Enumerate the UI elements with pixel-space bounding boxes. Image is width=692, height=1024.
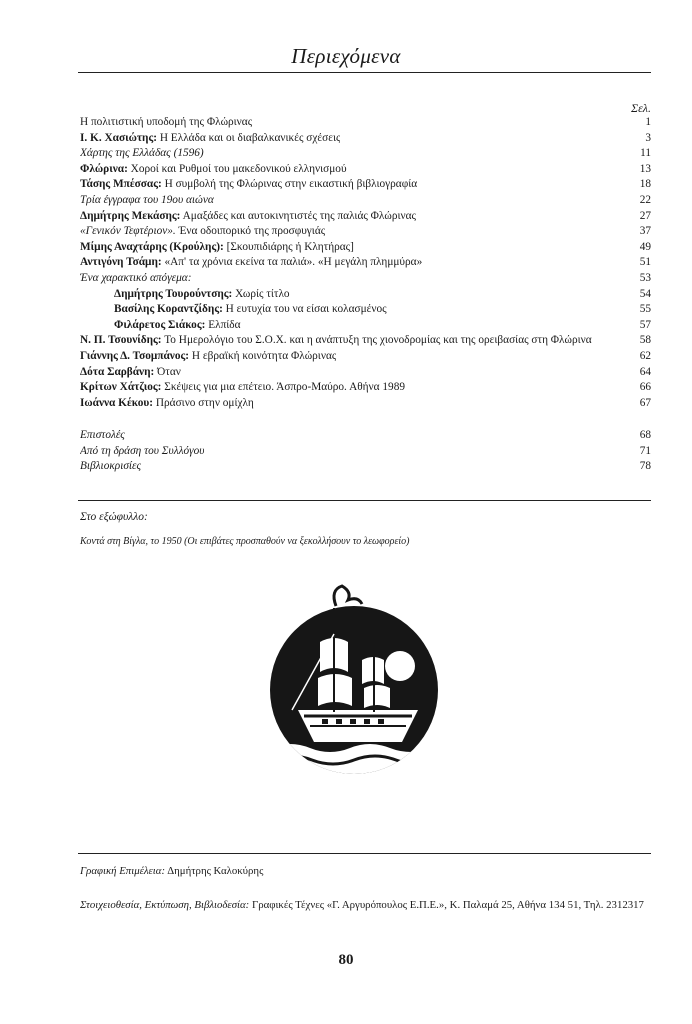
toc-entry-text — [80, 396, 254, 412]
toc-entry-text — [80, 240, 354, 256]
cover-label: Στο εξώφυλλο: — [80, 511, 148, 523]
toc-entry-text — [114, 318, 241, 334]
toc-entry-page: 11 — [640, 147, 651, 160]
toc-entry-author: Δημήτρης Μεκάσης: — [80, 209, 181, 222]
toc-entry — [80, 365, 651, 381]
page-column-label: Σελ. — [630, 101, 651, 115]
toc-entry-author: Βασίλης Κοραντζίδης: — [114, 303, 223, 316]
toc-entry-text — [80, 349, 336, 365]
toc-entry-page: 58 — [639, 334, 651, 347]
toc-entry — [80, 287, 651, 303]
toc-entry — [80, 209, 651, 225]
toc-entry — [80, 177, 651, 193]
page-title: Περιεχόμενα — [291, 44, 401, 68]
toc-entry-title: Όταν — [157, 365, 181, 378]
toc-entry-title: Ένα χαρακτικό απόγεμα: — [80, 271, 192, 284]
toc-entry-title: Η συμβολή της Φλώρινας στην εικαστική βιβλιογραφία — [164, 178, 418, 191]
toc-entry-page: 3 — [645, 131, 651, 144]
ship-emblem-logo — [270, 582, 438, 778]
design-value: Δημήτρης Καλοκύρης — [167, 865, 264, 877]
toc-entry-subtitle: Ένα οδοιπορικό της προσφυγιάς — [175, 225, 326, 238]
toc-section-page: 68 — [639, 429, 651, 442]
toc-entry — [80, 131, 651, 147]
toc-entry-page: 18 — [639, 178, 651, 191]
toc-entry-title: [Σκουπιδιάρης ή Κλητήρας] — [226, 240, 354, 253]
toc-entry-page: 37 — [639, 225, 651, 238]
toc-entry — [80, 318, 651, 334]
toc-entry-text — [80, 255, 422, 271]
toc-spacer — [80, 411, 651, 428]
toc-entry-author: Ν. Π. Τσουνίδης: — [80, 334, 162, 347]
toc-entry-author: Τάσης Μπέσσας: — [80, 178, 162, 191]
toc-entry-page: 66 — [639, 381, 651, 394]
toc-entry — [80, 162, 651, 178]
toc-section-title: Επιστολές — [80, 429, 125, 442]
toc-entry — [80, 255, 651, 271]
toc-entry — [80, 380, 651, 396]
production-value: Γραφικές Τέχνες «Γ. Αργυρόπουλος Ε.Π.Ε.», Κ. Παλαμά 25, Αθήνα 134 51, Τηλ. 2312317 — [251, 899, 644, 911]
toc-entry-text — [80, 224, 325, 240]
toc-entry — [80, 146, 651, 162]
toc-entry-text — [80, 365, 181, 381]
toc-entry-title: Χωρίς τίτλο — [235, 287, 290, 300]
toc-entry-author: Δότα Σαρβάνη: — [80, 365, 155, 378]
toc-entry-author: Ι. Κ. Χασιώτης: — [80, 131, 157, 144]
cover-caption: Κοντά στη Βίγλα, το 1950 (Οι επιβάτες προσπαθούν να ξεκολλήσουν το λεωφορείο) — [80, 536, 410, 547]
toc-section-title: Βιβλιοκρισίες — [80, 460, 142, 473]
toc-section — [80, 428, 651, 444]
toc-entry — [80, 240, 651, 256]
toc-section — [80, 459, 651, 475]
toc-entry-page: 27 — [639, 209, 651, 222]
toc-entry-author: Γιάννης Δ. Τσομπάνος: — [80, 349, 190, 362]
toc-entry-title: Το Ημερολόγιο του Σ.Ο.Χ. και η ανάπτυξη της χιονοδρομίας και της ορειβασίας στη Φλώρινα — [164, 334, 592, 347]
design-label: Γραφική Επιμέλεια: — [80, 865, 166, 877]
toc-entry-page: 49 — [639, 240, 651, 253]
toc-entry-author: Ιωάννα Κέκου: — [80, 396, 154, 409]
toc-entry-text — [80, 193, 214, 209]
production-label: Στοιχειοθεσία, Εκτύπωση, Βιβλιοδεσία: — [80, 899, 250, 911]
toc-entry — [80, 396, 651, 412]
page-number: 80 — [338, 952, 354, 968]
toc-entry-title: Η Ελλάδα και οι διαβαλκανικές σχέσεις — [159, 131, 341, 144]
toc-entry-title: Χοροί και Ρυθμοί του μακεδονικού ελληνισμού — [130, 162, 347, 175]
toc-entry-page: 51 — [639, 256, 651, 269]
credits-rule — [78, 853, 651, 854]
table-of-contents — [80, 115, 651, 475]
toc-entry-text — [80, 115, 252, 131]
toc-entry — [80, 349, 651, 365]
toc-entry-page: 1 — [645, 116, 651, 128]
toc-section-page: 78 — [639, 460, 651, 473]
toc-entry-text — [114, 302, 387, 318]
toc-entry-title: Ελπίδα — [208, 318, 241, 331]
toc-entry-title: Πράσινο στην ομίχλη — [155, 396, 254, 409]
toc-entry-author: Μίμης Αναχτάρης (Κρούλης): — [80, 240, 224, 253]
toc-entry-page: 55 — [639, 303, 651, 316]
toc-entry-text — [80, 131, 340, 147]
toc-entry — [80, 224, 651, 240]
toc-entry-text — [114, 287, 290, 303]
toc-entry-text — [80, 177, 417, 193]
toc-entry-page: 54 — [639, 287, 651, 300]
toc-entry-title: «Γενικόν Τεφτέριον». — [80, 225, 176, 238]
toc-entry-page: 67 — [639, 396, 651, 409]
title-rule — [78, 72, 651, 73]
toc-entry-title: Η εβραϊκή κοινότητα Φλώρινας — [191, 349, 337, 362]
toc-entry-title: Τρία έγγραφα του 19ου αιώνα — [80, 193, 214, 206]
toc-entry-title: Χάρτης της Ελλάδας (1596) — [80, 147, 204, 160]
toc-entry-page: 22 — [639, 193, 651, 206]
toc-entry-author: Φιλάρετος Σιάκος: — [114, 318, 206, 331]
toc-entry — [80, 333, 651, 349]
toc-entry-title: Σκέψεις για μια επέτειο. Άσπρο-Μαύρο. Αθήνα 1989 — [164, 381, 406, 394]
toc-section — [80, 444, 651, 460]
toc-entry-text — [80, 271, 191, 287]
toc-entry-text — [80, 209, 416, 225]
toc-entry — [80, 302, 651, 318]
toc-entry-page: 62 — [639, 349, 651, 362]
toc-entry-text — [80, 162, 347, 178]
toc-entry-page: 57 — [639, 318, 651, 331]
toc-entry-text — [80, 380, 405, 396]
toc-entry-page: 64 — [639, 365, 651, 378]
cover-rule — [78, 500, 651, 501]
toc-entry — [80, 193, 651, 209]
toc-entry-text — [80, 146, 204, 162]
toc-entry-page: 13 — [639, 162, 651, 175]
toc-entry-page: 53 — [639, 271, 651, 284]
toc-entry-title: Αμαξάδες και αυτοκινητιστές της παλιάς Φλώρινας — [182, 209, 417, 222]
toc-entry-title: «Απ' τα χρόνια εκείνα τα παλιά». «Η μεγάλη πλημμύρα» — [164, 256, 423, 269]
toc-entry-author: Φλώρινα: — [80, 162, 128, 175]
credits-production — [80, 896, 648, 914]
toc-section-page: 71 — [639, 444, 651, 457]
toc-entry-author: Αντιγόνη Τσάμη: — [80, 256, 162, 269]
toc-entry — [80, 115, 651, 131]
toc-entry-title: Η πολιτιστική υποδομή της Φλώρινας — [80, 116, 253, 128]
toc-entry-text — [80, 333, 592, 349]
toc-entry-title: Η ευτυχία του να είσαι κολασμένος — [225, 303, 387, 316]
toc-entry — [80, 271, 651, 287]
toc-entry-author: Δημήτρης Τουρούντσης: — [114, 287, 233, 300]
toc-entry-author: Κρίτων Χάτζιος: — [80, 381, 162, 394]
credits-design — [80, 862, 648, 880]
toc-section-title: Από τη δράση του Συλλόγου — [80, 444, 205, 457]
